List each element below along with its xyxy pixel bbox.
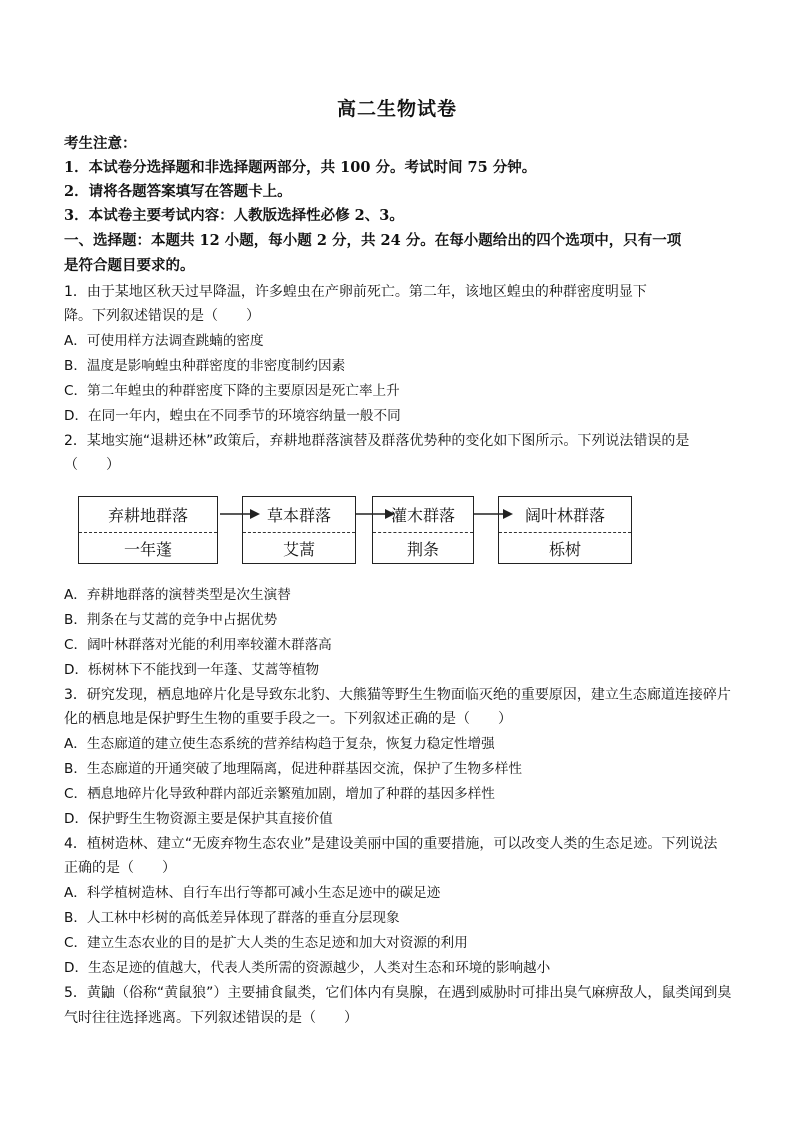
question-2-option-d: D．栎树林下不能找到一年蓬、艾蒿等植物 — [64, 662, 320, 678]
question-2-stem-cont: （ ） — [64, 457, 120, 473]
stage-box — [78, 496, 218, 564]
notice-item: 2．请将各题答案填写在答题卡上。 — [64, 183, 292, 200]
section-heading: 一、选择题：本题共 12 小题，每小题 2 分，共 24 分。在每小题给出的四个选项中，只有一项 — [64, 232, 682, 249]
stage-community: 草本群落 — [243, 497, 355, 533]
question-3-option-b: B．生态廊道的开通突破了地理隔离，促进种群基因交流，保护了生物多样性 — [64, 761, 522, 777]
question-5-stem: 5．黄鼬（俗称“黄鼠狼”）主要捕食鼠类，它们体内有臭腺，在遇到威胁时可排出臭气麻痹敌人，鼠类闻到臭 — [64, 985, 732, 1001]
question-3-stem-cont: 化的栖息地是保护野生生物的重要手段之一。下列叙述正确的是（ ） — [64, 711, 512, 727]
notice-item: 3．本试卷主要考试内容：人教版选择性必修 2、3。 — [64, 207, 404, 224]
section-heading-cont: 是符合题目要求的。 — [64, 257, 195, 274]
stage-dominant: 栎树 — [548, 540, 581, 559]
stage-dominant: 艾蒿 — [282, 540, 315, 559]
question-2-option-b: B．荆条在与艾蒿的竞争中占据优势 — [64, 612, 278, 628]
stage-box — [498, 496, 632, 564]
question-1-option-d: D．在同一年内，蝗虫在不同季节的环境容纳量一般不同 — [64, 408, 401, 424]
notice-item: 1．本试卷分选择题和非选择题两部分，共 100 分。考试时间 75 分钟。 — [64, 159, 537, 176]
question-1-stem-cont: 降。下列叙述错误的是（ ） — [64, 308, 260, 324]
question-4-option-b: B．人工林中杉树的高低差异体现了群落的垂直分层现象 — [64, 910, 400, 926]
stage-box — [242, 496, 356, 564]
question-3-stem: 3．研究发现，栖息地碎片化是导致东北豹、大熊猫等野生生物面临灭绝的重要原因，建立生态廊道连接碎片 — [64, 687, 731, 703]
question-4-option-c: C．建立生态农业的目的是扩大人类的生态足迹和加大对资源的利用 — [64, 935, 468, 951]
stage-community: 阔叶林群落 — [499, 497, 631, 533]
notice-heading: 考生注意： — [64, 135, 137, 152]
question-4-stem: 4．植树造林、建立“无废弃物生态农业”是建设美丽中国的重要措施，可以改变人类的生态足迹。下列说法 — [64, 836, 718, 852]
stage-dominant: 一年蓬 — [123, 540, 172, 559]
question-4-option-a: A．科学植树造林、自行车出行等都可减小生态足迹中的碳足迹 — [64, 885, 441, 901]
stage-community: 灌木群落 — [373, 497, 473, 533]
stage-dominant: 荆条 — [406, 540, 439, 559]
question-2-option-a: A．弃耕地群落的演替类型是次生演替 — [64, 587, 291, 603]
question-3-option-c: C．栖息地碎片化导致种群内部近亲繁殖加剧，增加了种群的基因多样性 — [64, 786, 495, 802]
question-5-stem-cont: 气时往往选择逃离。下列叙述错误的是（ ） — [64, 1010, 358, 1026]
page-title: 高二生物试卷 — [336, 98, 457, 120]
question-3-option-a: A．生态廊道的建立使生态系统的营养结构趋于复杂，恢复力稳定性增强 — [64, 736, 495, 752]
question-2-stem: 2．某地实施“退耕还林”政策后，弃耕地群落演替及群落优势种的变化如下图所示。下列说法错误的是 — [64, 433, 690, 449]
question-1-stem: 1．由于某地区秋天过早降温，许多蝗虫在产卵前死亡。第二年，该地区蝗虫的种群密度明显下 — [64, 284, 647, 300]
question-1-option-a: A．可使用样方法调查跳蝻的密度 — [64, 333, 264, 349]
question-3-option-d: D．保护野生生物资源主要是保护其直接价值 — [64, 811, 333, 827]
question-1-option-b: B．温度是影响蝗虫种群密度的非密度制约因素 — [64, 358, 346, 374]
question-4-stem-cont: 正确的是（ ） — [64, 860, 176, 876]
question-1-option-c: C．第二年蝗虫的种群密度下降的主要原因是死亡率上升 — [64, 383, 400, 399]
question-2-option-c: C．阔叶林群落对光能的利用率较灌木群落高 — [64, 637, 332, 653]
stage-box — [372, 496, 474, 564]
question-4-option-d: D．生态足迹的值越大，代表人类所需的资源越少，人类对生态和环境的影响越小 — [64, 960, 551, 976]
stage-community: 弃耕地群落 — [79, 497, 217, 533]
succession-diagram — [78, 496, 638, 570]
